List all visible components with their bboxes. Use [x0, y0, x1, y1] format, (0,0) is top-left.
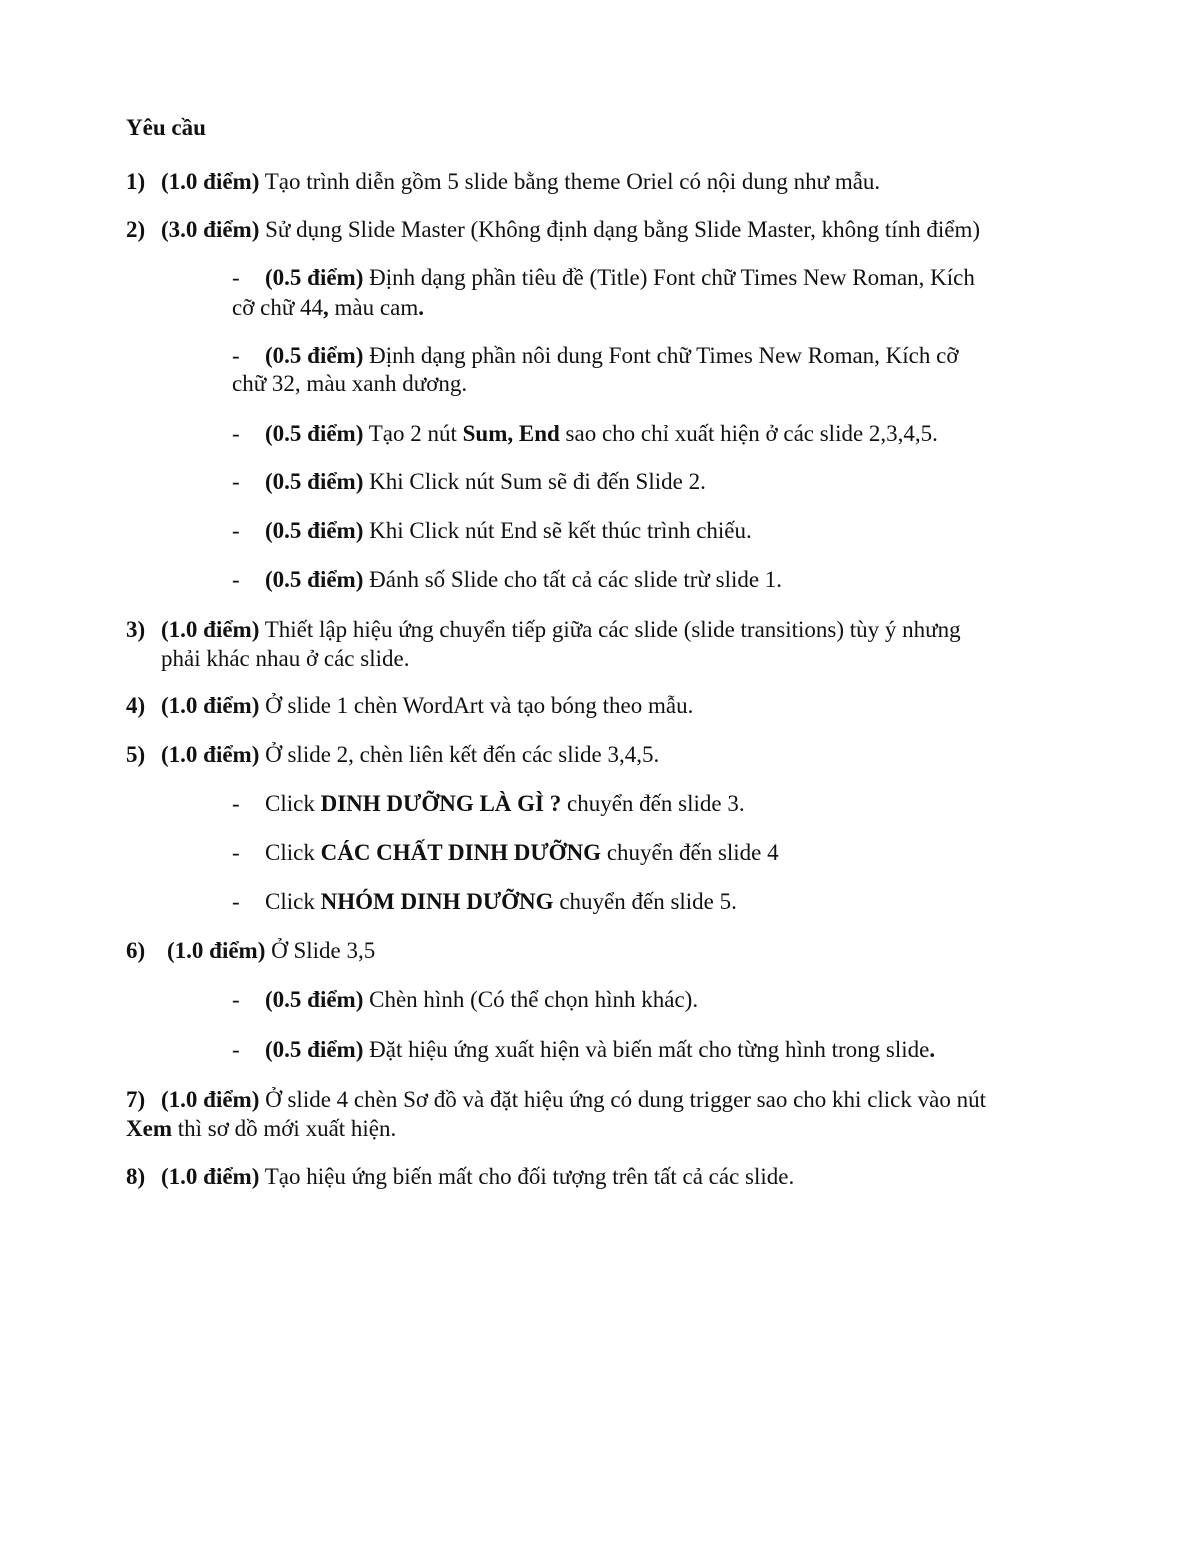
subitem-text: chuyển đến slide 4 [601, 840, 779, 865]
item-1 [126, 168, 880, 196]
subitem-text: Click [265, 889, 321, 914]
item-points: (1.0 điểm) [167, 938, 266, 963]
subitem-text: chuyển đến slide 3. [561, 791, 745, 816]
item-number: 4) [126, 693, 146, 718]
subitem-text: Định dạng phần tiêu đề (Title) Font chữ Times New Roman, Kích [363, 265, 975, 290]
subitem-points: (0.5 điểm) [265, 987, 364, 1012]
item-points: (3.0 điểm) [161, 217, 260, 242]
subitem-points: (0.5 điểm) [265, 469, 364, 494]
item-number: 8) [126, 1164, 146, 1189]
item-number: 2) [126, 217, 146, 242]
subitem-text: Chèn hình (Có thể chọn hình khác). [363, 987, 699, 1012]
dash: - [232, 518, 240, 543]
subitem-text: chữ 32, màu xanh dương. [232, 371, 468, 396]
item-text: Ở slide 4 chèn Sơ đồ và đặt hiệu ứng có dung trigger sao cho khi click vào nút [259, 1087, 986, 1112]
item-text: Ở Slide 3,5 [265, 938, 376, 963]
item-points: (1.0 điểm) [161, 693, 260, 718]
dash: - [232, 889, 240, 914]
subitem-6-1 [232, 986, 698, 1014]
item-text: thì sơ dồ mới xuất hiện. [171, 1116, 397, 1141]
subitem-text: Định dạng phần nôi dung Font chữ Times New Roman, Kích cỡ [363, 343, 959, 368]
subitem-2-2-continued [232, 370, 467, 398]
subitem-points: (0.5 điểm) [265, 343, 364, 368]
item-number: 5) [126, 742, 146, 767]
item-5 [126, 741, 659, 769]
subitem-points: (0.5 điểm) [265, 1037, 364, 1062]
dash: - [232, 987, 240, 1012]
item-text: Tạo trình diễn gồm 5 slide bằng theme Oriel có nội dung như mẫu. [259, 169, 881, 194]
item-8 [126, 1163, 794, 1191]
item-7-continued [126, 1115, 396, 1143]
subitem-5-2 [232, 839, 779, 867]
item-text: phải khác nhau ở các slide. [161, 646, 410, 671]
dash: - [232, 1037, 240, 1062]
item-number: 6) [126, 938, 146, 963]
item-text: Thiết lập hiệu ứng chuyển tiếp giữa các slide (slide transitions) tùy ý nhưng [259, 617, 961, 642]
subitem-bold: , [323, 295, 329, 320]
subitem-2-1 [232, 264, 975, 292]
subitem-text: Đặt hiệu ứng xuất hiện và biến mất cho từng hình trong slide [363, 1037, 930, 1062]
subitem-2-6 [232, 566, 782, 594]
subitem-5-3 [232, 888, 737, 916]
dash: - [232, 421, 240, 446]
subitem-bold: . [418, 295, 424, 320]
dash: - [232, 343, 240, 368]
subitem-2-1-continued [232, 294, 424, 322]
subitem-2-3 [232, 420, 938, 448]
heading: Yêu cầu [126, 115, 206, 140]
subitem-2-5 [232, 517, 752, 545]
item-number: 3) [126, 617, 146, 642]
subitem-2-2 [232, 342, 959, 370]
dash: - [232, 567, 240, 592]
subitem-bold: NHÓM DINH DƯỠNG [320, 889, 554, 914]
subitem-bold: Sum, End [462, 421, 560, 446]
item-4 [126, 692, 693, 720]
item-text: Sử dụng Slide Master (Không định dạng bằng Slide Master, không tính điểm) [259, 217, 981, 242]
subitem-points: (0.5 điểm) [265, 518, 364, 543]
subitem-points: (0.5 điểm) [265, 265, 364, 290]
item-6 [126, 937, 375, 965]
item-text: Ở slide 2, chèn liên kết đến các slide 3,4,5. [259, 742, 660, 767]
subitem-text: màu cam [328, 295, 419, 320]
item-points: (1.0 điểm) [161, 1164, 260, 1189]
item-points: (1.0 điểm) [161, 1087, 260, 1112]
subitem-text: sao cho chỉ xuất hiện ở các slide 2,3,4,5. [559, 421, 938, 446]
item-text: Tạo hiệu ứng biến mất cho đối tượng trên tất cả các slide. [259, 1164, 795, 1189]
subitem-bold: . [929, 1037, 936, 1062]
item-text: Ở slide 1 chèn WordArt và tạo bóng theo mẫu. [259, 693, 694, 718]
subitem-points: (0.5 điểm) [265, 567, 364, 592]
subitem-5-1 [232, 790, 745, 818]
subitem-bold: CÁC CHẤT DINH DƯỠNG [320, 840, 602, 865]
item-2 [126, 216, 980, 244]
subitem-text: Khi Click nút End sẽ kết thúc trình chiếu. [363, 518, 752, 543]
subitem-2-4 [232, 468, 706, 496]
subitem-text: Tạo 2 nút [363, 421, 463, 446]
item-points: (1.0 điểm) [161, 742, 260, 767]
subitem-text: Click [265, 791, 321, 816]
item-bold: Xem [126, 1116, 172, 1141]
subitem-text: Click [265, 840, 321, 865]
item-3 [126, 616, 961, 644]
dash: - [232, 791, 240, 816]
item-number: 1) [126, 169, 146, 194]
subitem-text: Đánh số Slide cho tất cả các slide trừ slide 1. [363, 567, 783, 592]
item-number: 7) [126, 1087, 146, 1112]
item-points: (1.0 điểm) [161, 169, 260, 194]
subitem-6-2 [232, 1036, 935, 1064]
dash: - [232, 265, 240, 290]
item-7 [126, 1086, 986, 1114]
subitem-text: chuyển đến slide 5. [553, 889, 737, 914]
item-points: (1.0 điểm) [161, 617, 260, 642]
dash: - [232, 469, 240, 494]
subitem-points: (0.5 điểm) [265, 421, 364, 446]
item-3-continued [161, 645, 409, 673]
subitem-text: Khi Click nút Sum sẽ đi đến Slide 2. [363, 469, 706, 494]
subitem-bold: DINH DƯỠNG LÀ GÌ ? [320, 791, 562, 816]
subitem-text: cỡ chữ 44 [232, 295, 324, 320]
dash: - [232, 840, 240, 865]
